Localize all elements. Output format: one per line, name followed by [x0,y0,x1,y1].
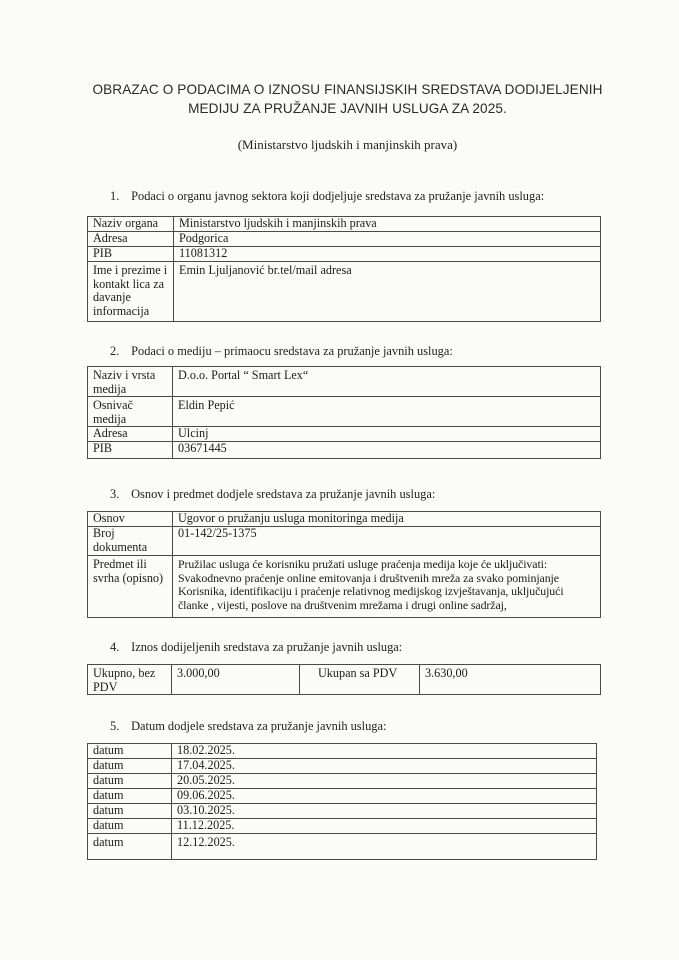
basis-label: Osnov [88,512,173,527]
organ-pib-value: 11081312 [174,247,601,262]
date-value: 17.04.2025. [172,759,597,774]
section-3-heading [110,487,435,502]
date-label: datum [88,819,172,834]
table-row [88,427,601,442]
media-pib-value: 03671445 [173,442,601,459]
media-founder-value: Eldin Pepić [173,397,601,427]
amount-with-vat-label: Ukupan sa PDV [300,665,420,695]
purpose-label: Predmet ili svrha (opisno) [88,556,173,618]
organ-name-label: Naziv organa [88,217,174,232]
media-founder-label: Osnivač medija [88,397,173,427]
organ-address-value: Podgorica [174,232,601,247]
table-row [88,759,597,774]
basis-table [87,511,601,618]
table-row [88,397,601,427]
table-row [88,442,601,459]
section-5-heading-text: Datum dodjele sredstava za pružanje javnih usluga: [131,719,387,733]
media-table [87,366,601,459]
amount-without-vat-value: 3.000,00 [172,665,300,695]
date-label: datum [88,744,172,759]
section-5-number: 5. [110,719,120,733]
section-1-heading [110,189,544,204]
purpose-value: Pružilac usluga će korisniku pružati usluge praćenja medija koje će uključivati: Svakodnevno praćenje online emitovanja i društvenih mreža za svako pominjanje Korisnika, identifikaciju i praćenje relativnog medijskog izvještavanja, uključujući članke , vijesti, poslove na društvenim mrežama i drugi online sadržaj, [173,556,601,618]
table-row [88,262,601,322]
document-title-line-2: MEDIJU ZA PRUŽANJE JAVNIH USLUGA ZA 2025. [188,101,507,116]
amount-table [87,664,601,695]
date-label: datum [88,759,172,774]
section-2-heading-text: Podaci o mediju – primaocu sredstava za pružanje javnih usluga: [131,344,453,358]
media-name-value: D.o.o. Portal “ Smart Lex“ [173,367,601,397]
organ-table [87,216,601,322]
media-address-value: Ulcinj [173,427,601,442]
table-row [88,367,601,397]
section-4-heading [110,640,402,655]
section-2-heading [110,344,453,359]
media-name-label: Naziv i vrsta medija [88,367,173,397]
date-value: 09.06.2025. [172,789,597,804]
media-pib-label: PIB [88,442,173,459]
table-row [88,512,601,527]
section-4-heading-text: Iznos dodijeljenih sredstava za pružanje javnih usluga: [131,640,403,654]
date-value: 12.12.2025. [172,834,597,860]
section-2-number: 2. [110,344,120,358]
date-value: 03.10.2025. [172,804,597,819]
date-label: datum [88,789,172,804]
document-title-line-1: OBRAZAC O PODACIMA O IZNOSU FINANSIJSKIH SREDSTAVA DODIJELJENIH [92,82,603,97]
table-row [88,804,597,819]
media-address-label: Adresa [88,427,173,442]
table-row [88,834,597,860]
contact-person-value: Emin Ljuljanović br.tel/mail adresa [174,262,601,322]
date-value: 11.12.2025. [172,819,597,834]
organ-pib-label: PIB [88,247,174,262]
amount-without-vat-label: Ukupno, bez PDV [88,665,172,695]
document-number-value: 01-142/25-1375 [173,527,601,556]
amount-with-vat-value: 3.630,00 [420,665,601,695]
table-row [88,217,601,232]
basis-value: Ugovor o pružanju usluga monitoringa medija [173,512,601,527]
organ-address-label: Adresa [88,232,174,247]
table-row [88,774,597,789]
table-row [88,744,597,759]
section-3-heading-text: Osnov i predmet dodjele sredstava za pružanje javnih usluga: [131,487,436,501]
table-row [88,527,601,556]
date-label: datum [88,834,172,860]
document-number-label: Broj dokumenta [88,527,173,556]
table-row [88,232,601,247]
table-row [88,556,601,618]
section-5-heading [110,719,386,734]
date-value: 18.02.2025. [172,744,597,759]
table-row [88,819,597,834]
date-label: datum [88,804,172,819]
document-subtitle: (Ministarstvo ljudskih i manjinskih prava) [237,137,458,152]
date-label: datum [88,774,172,789]
section-3-number: 3. [110,487,120,501]
dates-table [87,743,597,860]
contact-person-label: Ime i prezime i kontakt lica za davanje informacija [88,262,174,322]
section-1-number: 1. [110,189,120,203]
table-row [88,247,601,262]
section-1-heading-text: Podaci o organu javnog sektora koji dodjeljuje sredstava za pružanje javnih usluga: [131,189,545,203]
table-row [88,789,597,804]
document-title [60,80,635,118]
table-row [88,665,601,695]
date-value: 20.05.2025. [172,774,597,789]
section-4-number: 4. [110,640,120,654]
organ-name-value: Ministarstvo ljudskih i manjinskih prava [174,217,601,232]
